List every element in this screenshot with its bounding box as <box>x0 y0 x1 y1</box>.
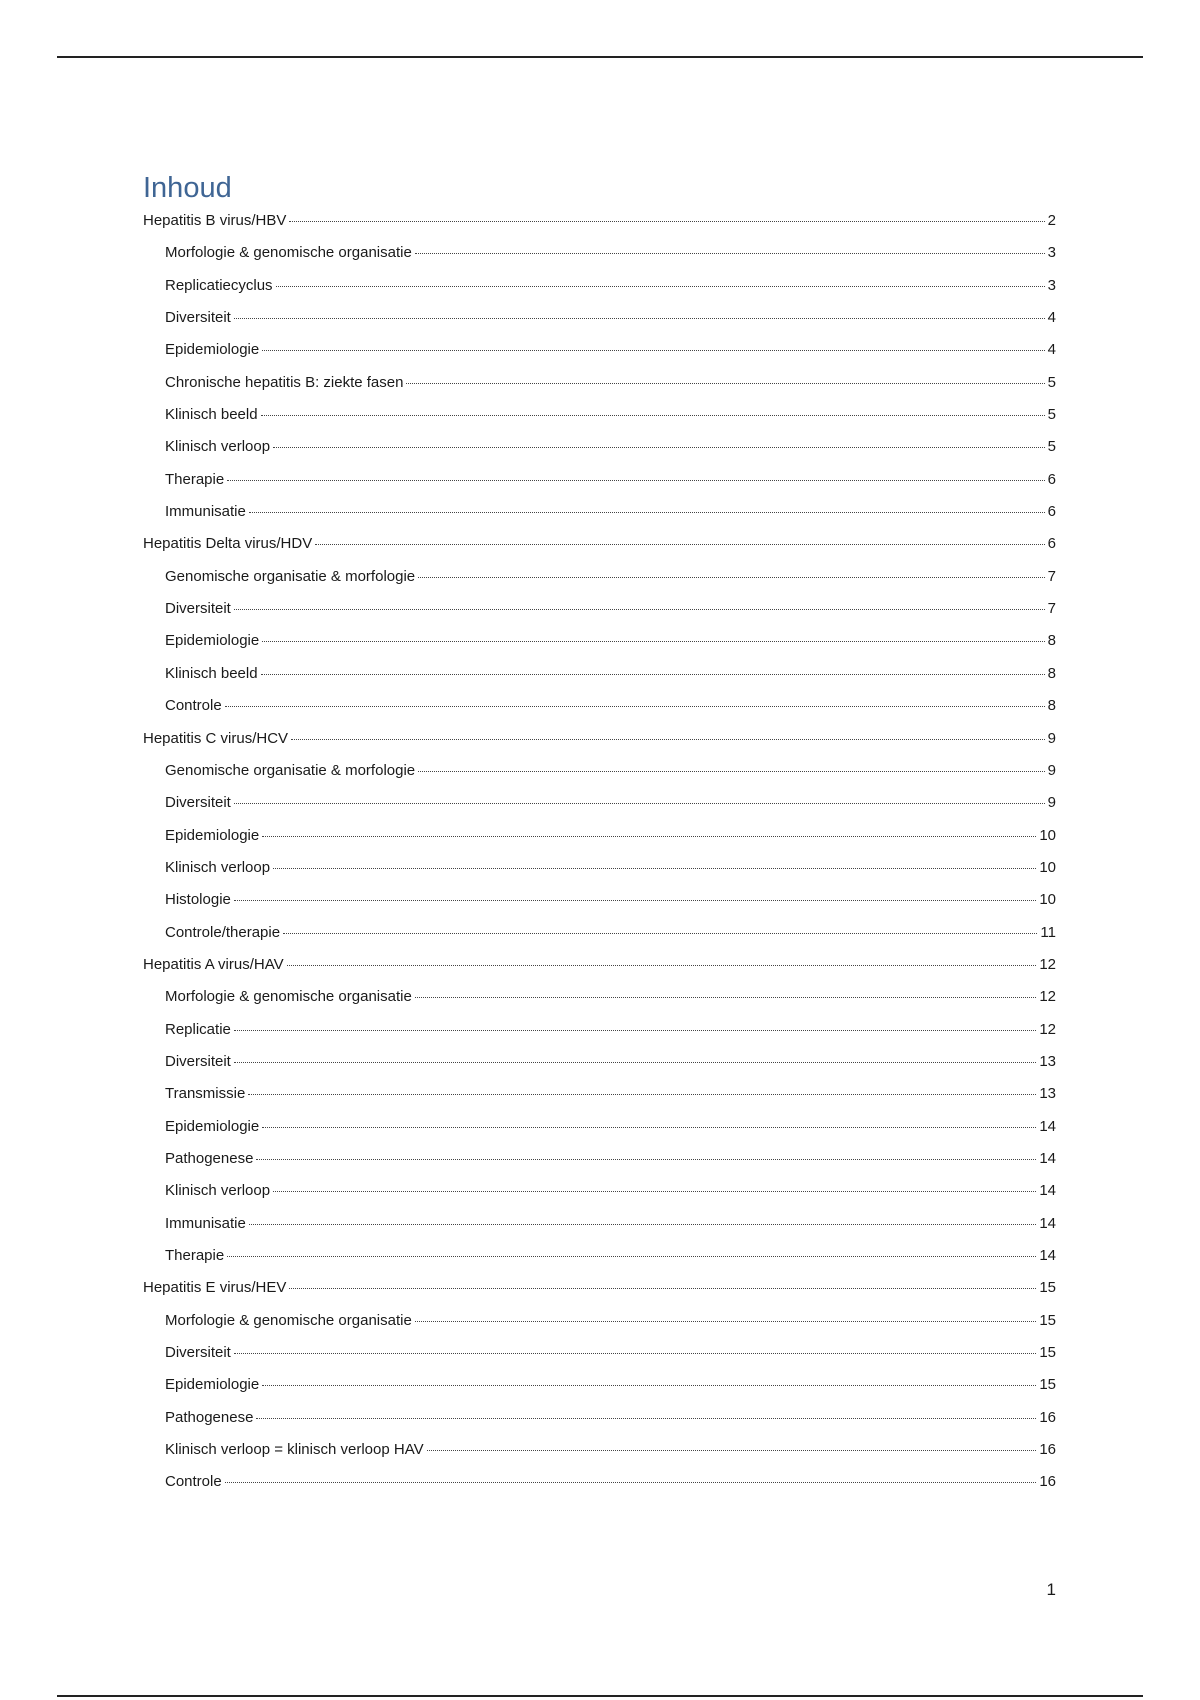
toc-entry-label: Diversiteit <box>165 1052 231 1070</box>
toc-entry-page: 16 <box>1039 1473 1056 1491</box>
toc-entry-page: 4 <box>1047 341 1056 359</box>
toc-dot-leader <box>283 933 1037 934</box>
toc-dot-leader <box>249 512 1045 513</box>
toc-entry-page: 14 <box>1039 1149 1056 1167</box>
toc-dot-leader <box>418 577 1045 578</box>
toc-entry-page: 9 <box>1047 729 1056 747</box>
toc-dot-leader <box>262 1127 1036 1128</box>
toc-entry-page: 12 <box>1039 955 1056 973</box>
toc-entry-page: 14 <box>1039 1247 1056 1264</box>
toc-entry-label: Epidemiologie <box>165 632 260 650</box>
header-rule <box>57 56 1143 58</box>
toc-entry-section[interactable] <box>143 852 1056 884</box>
toc-entry-page: 14 <box>1039 1182 1056 1200</box>
toc-entry-label: Hepatitis E virus/HEV <box>143 1279 287 1297</box>
toc-entry-section[interactable] <box>143 1240 1056 1272</box>
toc-entry-page: 3 <box>1047 276 1056 294</box>
toc-entry-page: 6 <box>1047 470 1056 488</box>
toc-entry-chapter[interactable] <box>143 528 1056 560</box>
toc-dot-leader <box>261 674 1045 675</box>
toc-entry-section[interactable] <box>143 787 1056 819</box>
toc-entry-label: Epidemiologie <box>165 1117 260 1135</box>
toc-dot-leader <box>225 706 1045 707</box>
toc-entry-section[interactable] <box>143 1014 1056 1046</box>
toc-entry-section[interactable] <box>143 658 1056 690</box>
toc-entry-section[interactable] <box>143 237 1056 269</box>
toc-dot-leader <box>234 1062 1036 1063</box>
toc-entry-label: Histologie <box>165 891 231 909</box>
toc-entry-page: 8 <box>1047 632 1056 650</box>
toc-entry-page: 9 <box>1047 761 1056 779</box>
toc-entry-page: 12 <box>1039 1020 1056 1038</box>
toc-entry-label: Hepatitis Delta virus/HDV <box>143 535 313 553</box>
toc-entry-label: Klinisch verloop <box>165 1182 271 1200</box>
toc-entry-section[interactable] <box>143 1466 1056 1498</box>
toc-entry-label: Diversiteit <box>165 600 231 618</box>
page-number: 1 <box>1046 1580 1056 1599</box>
toc-dot-leader <box>273 1191 1036 1192</box>
toc-entry-label: Chronische hepatitis B: ziekte fasen <box>165 373 404 391</box>
toc-entry-section[interactable] <box>143 884 1056 916</box>
toc-entry-page: 15 <box>1039 1311 1056 1329</box>
toc-entry-page: 3 <box>1047 244 1056 262</box>
toc-dot-leader <box>406 383 1044 384</box>
toc-dot-leader <box>225 1482 1037 1483</box>
toc-entry-label: Diversiteit <box>165 1344 231 1362</box>
toc-entry-section[interactable] <box>143 1175 1056 1207</box>
toc-entry-label: Replicatiecyclus <box>165 276 273 294</box>
toc-dot-leader <box>248 1094 1036 1095</box>
toc-dot-leader <box>291 739 1045 740</box>
toc-entry-label: Pathogenese <box>165 1408 254 1426</box>
toc-entry-section[interactable] <box>143 1369 1056 1401</box>
toc-entry-label: Immunisatie <box>165 1214 246 1232</box>
toc-dot-leader <box>262 641 1044 642</box>
toc-dot-leader <box>273 447 1045 448</box>
toc-entry-section[interactable] <box>143 1111 1056 1143</box>
toc-entry-label: Morfologie & genomische organisatie <box>165 1311 412 1329</box>
toc-dot-leader <box>418 771 1045 772</box>
toc-entry-page: 15 <box>1039 1376 1056 1394</box>
toc-entry-page: 14 <box>1039 1117 1056 1135</box>
toc-entry-label: Hepatitis C virus/HCV <box>143 729 289 747</box>
toc-entry-page: 5 <box>1047 373 1056 391</box>
toc-dot-leader <box>234 609 1045 610</box>
toc-dot-leader <box>234 803 1045 804</box>
toc-entry-label: Therapie <box>165 1247 225 1264</box>
toc-entry-page: 5 <box>1047 438 1056 456</box>
toc-entry-page: 13 <box>1039 1052 1056 1070</box>
toc-entry-section[interactable] <box>143 302 1056 334</box>
toc-entry-page: 14 <box>1039 1214 1056 1232</box>
toc-entry-label: Transmissie <box>165 1085 246 1103</box>
toc-dot-leader <box>415 253 1045 254</box>
toc-entry-section[interactable] <box>143 755 1056 787</box>
toc-entry-section[interactable] <box>143 399 1056 431</box>
toc-entry-page: 5 <box>1047 406 1056 424</box>
toc-entry-section[interactable] <box>143 1402 1056 1434</box>
toc-entry-section[interactable] <box>143 367 1056 399</box>
toc-entry-page: 12 <box>1039 988 1056 1006</box>
toc-entry-section[interactable] <box>143 431 1056 463</box>
toc-entry-section[interactable] <box>143 1337 1056 1369</box>
toc-dot-leader <box>273 868 1036 869</box>
toc-entry-section[interactable] <box>143 625 1056 657</box>
toc-entry-label: Klinisch beeld <box>165 406 258 424</box>
toc-dot-leader <box>256 1418 1036 1419</box>
toc-entry-label: Genomische organisatie & morfologie <box>165 761 416 779</box>
toc-dot-leader <box>234 900 1036 901</box>
toc-entry-label: Genomische organisatie & morfologie <box>165 567 416 585</box>
toc-dot-leader <box>262 1385 1036 1386</box>
toc-entry-label: Pathogenese <box>165 1149 254 1167</box>
toc-entry-section[interactable] <box>143 1046 1056 1078</box>
toc-entry-page: 4 <box>1047 309 1056 327</box>
toc-entry-label: Epidemiologie <box>165 826 260 844</box>
table-of-contents <box>143 205 1056 1499</box>
toc-dot-leader <box>256 1159 1036 1160</box>
toc-dot-leader <box>227 480 1044 481</box>
toc-entry-section[interactable] <box>143 1208 1056 1240</box>
toc-entry-label: Controle/therapie <box>165 923 281 941</box>
toc-entry-label: Klinisch verloop <box>165 858 271 876</box>
toc-dot-leader <box>287 965 1037 966</box>
toc-entry-section[interactable] <box>143 1434 1056 1466</box>
toc-entry-page: 2 <box>1047 212 1056 229</box>
toc-entry-section[interactable] <box>143 496 1056 528</box>
toc-entry-page: 9 <box>1047 794 1056 812</box>
toc-entry-chapter[interactable] <box>143 949 1056 981</box>
toc-dot-leader <box>276 286 1045 287</box>
toc-entry-page: 7 <box>1047 567 1056 585</box>
toc-dot-leader <box>289 221 1044 222</box>
toc-entry-page: 16 <box>1039 1408 1056 1426</box>
toc-entry-page: 10 <box>1039 858 1056 876</box>
toc-entry-section[interactable] <box>143 1305 1056 1337</box>
toc-entry-page: 10 <box>1039 891 1056 909</box>
toc-entry-label: Hepatitis B virus/HBV <box>143 212 287 229</box>
toc-entry-section[interactable] <box>143 561 1056 593</box>
toc-entry-section[interactable] <box>143 690 1056 722</box>
toc-dot-leader <box>227 1256 1036 1257</box>
toc-entry-page: 10 <box>1039 826 1056 844</box>
toc-entry-section[interactable] <box>143 464 1056 496</box>
toc-dot-leader <box>234 1030 1036 1031</box>
toc-entry-label: Epidemiologie <box>165 1376 260 1394</box>
toc-dot-leader <box>315 544 1044 545</box>
toc-entry-section[interactable] <box>143 270 1056 302</box>
toc-dot-leader <box>249 1224 1036 1225</box>
toc-dot-leader <box>415 997 1037 998</box>
toc-dot-leader <box>289 1288 1036 1289</box>
toc-entry-label: Therapie <box>165 470 225 488</box>
toc-entry-page: 13 <box>1039 1085 1056 1103</box>
toc-dot-leader <box>234 318 1045 319</box>
toc-title: Inhoud <box>143 172 232 204</box>
toc-entry-label: Morfologie & genomische organisatie <box>165 988 412 1006</box>
toc-entry-section[interactable] <box>143 334 1056 366</box>
toc-entry-section[interactable] <box>143 593 1056 625</box>
toc-entry-section[interactable] <box>143 1078 1056 1110</box>
toc-entry-label: Diversiteit <box>165 794 231 812</box>
toc-entry-page: 7 <box>1047 600 1056 618</box>
toc-entry-label: Diversiteit <box>165 309 231 327</box>
toc-entry-chapter[interactable] <box>143 1272 1056 1304</box>
footer-rule <box>57 1695 1143 1697</box>
toc-entry-label: Epidemiologie <box>165 341 260 359</box>
toc-entry-label: Klinisch verloop <box>165 438 271 456</box>
toc-entry-section[interactable] <box>143 917 1056 949</box>
toc-dot-leader <box>427 1450 1037 1451</box>
toc-entry-page: 15 <box>1039 1279 1056 1297</box>
toc-entry-label: Immunisatie <box>165 503 246 521</box>
toc-entry-label: Klinisch beeld <box>165 664 258 682</box>
toc-entry-label: Hepatitis A virus/HAV <box>143 955 284 973</box>
toc-entry-page: 16 <box>1039 1441 1056 1459</box>
toc-entry-label: Controle <box>165 1473 222 1491</box>
toc-dot-leader <box>261 415 1045 416</box>
toc-entry-chapter[interactable] <box>143 723 1056 755</box>
toc-entry-label: Replicatie <box>165 1020 231 1038</box>
toc-dot-leader <box>262 836 1036 837</box>
toc-entry-page: 15 <box>1039 1344 1056 1362</box>
toc-entry-page: 6 <box>1047 535 1056 553</box>
toc-entry-page: 8 <box>1047 664 1056 682</box>
toc-entry-page: 6 <box>1047 503 1056 521</box>
toc-entry-label: Controle <box>165 697 222 715</box>
toc-entry-chapter[interactable] <box>143 205 1056 237</box>
toc-dot-leader <box>262 350 1044 351</box>
toc-dot-leader <box>234 1353 1036 1354</box>
toc-dot-leader <box>415 1321 1037 1322</box>
toc-entry-section[interactable] <box>143 820 1056 852</box>
toc-entry-label: Klinisch verloop = klinisch verloop HAV <box>165 1441 424 1459</box>
toc-entry-section[interactable] <box>143 981 1056 1013</box>
toc-entry-label: Morfologie & genomische organisatie <box>165 244 412 262</box>
toc-entry-page: 11 <box>1040 923 1056 941</box>
toc-entry-section[interactable] <box>143 1143 1056 1175</box>
toc-entry-page: 8 <box>1047 697 1056 715</box>
